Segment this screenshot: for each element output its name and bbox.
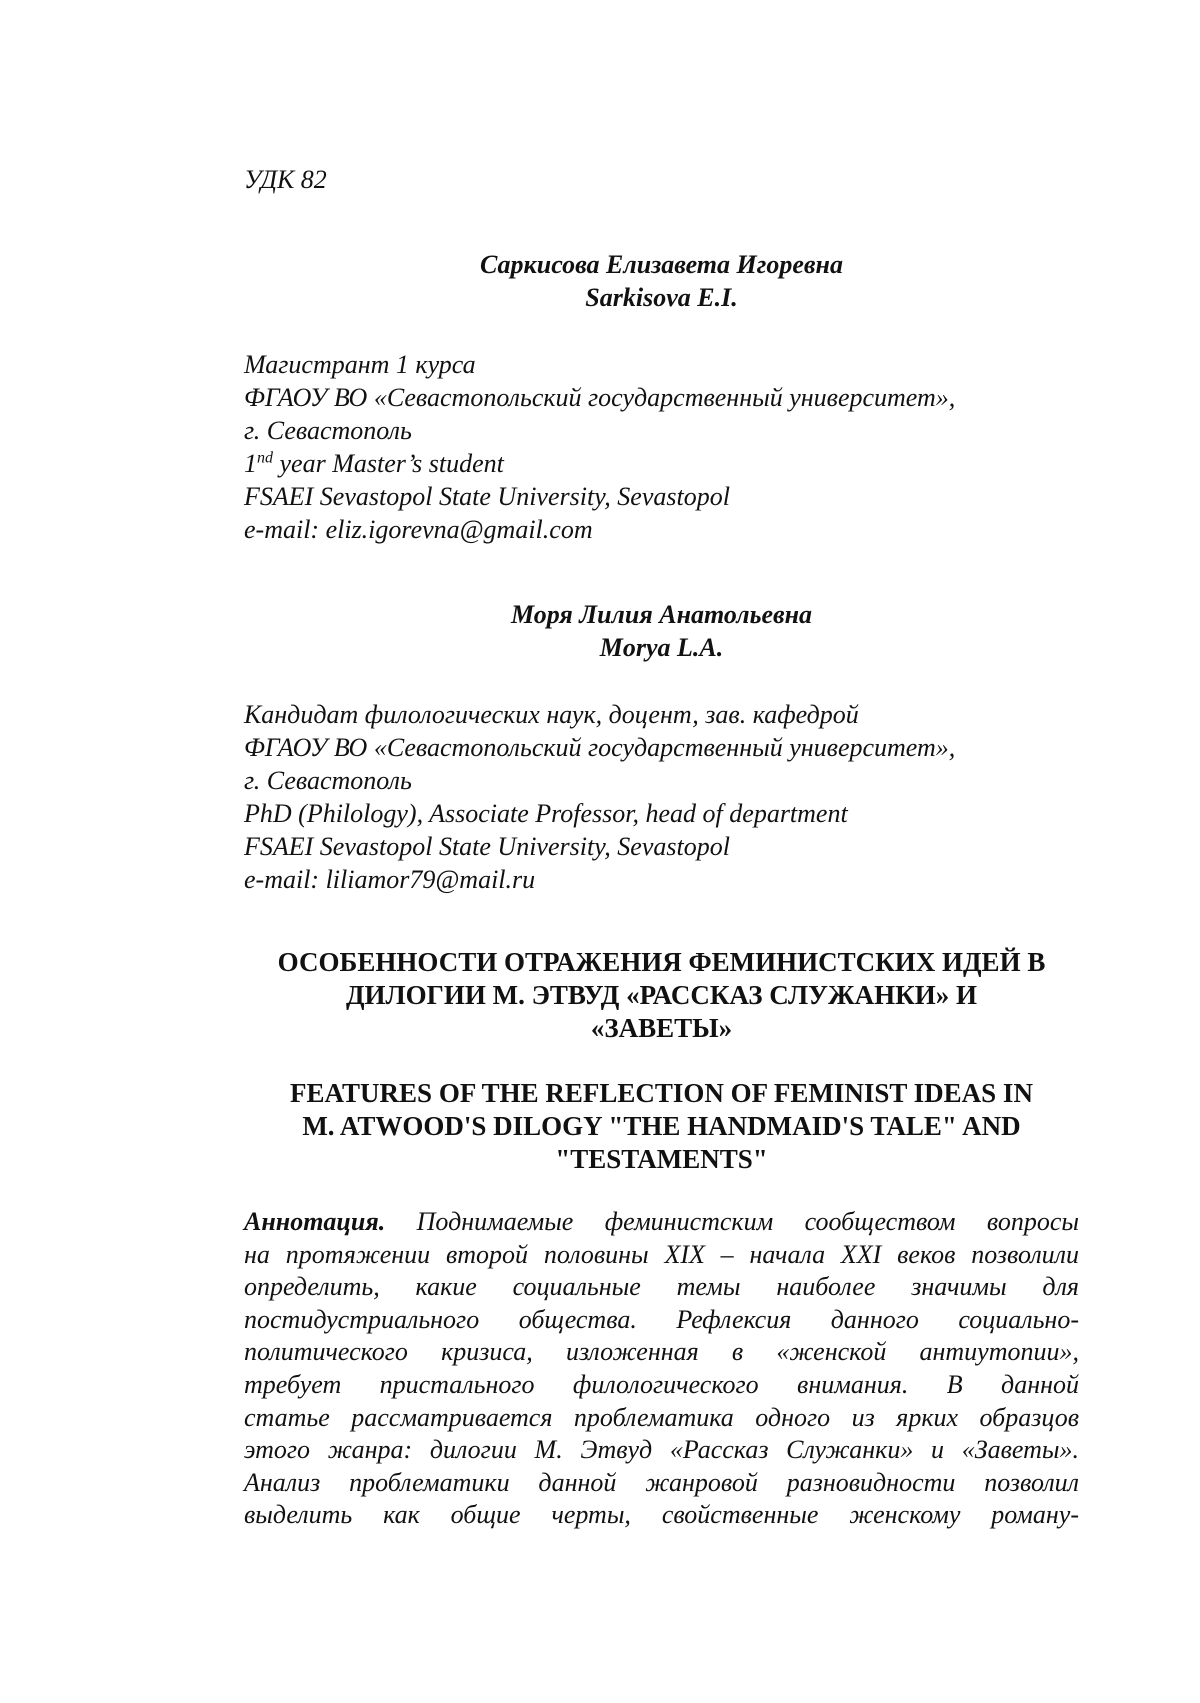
affiliation-line: Магистрант 1 курса bbox=[244, 350, 476, 379]
affiliation-line-year bbox=[244, 447, 1079, 480]
abstract-line: политического кризиса, изложенная в «женской антиутопии», bbox=[244, 1337, 1079, 1367]
article-title-ru bbox=[244, 946, 1079, 1045]
author-affiliation-1 bbox=[244, 348, 1079, 546]
title-line: "TESTAMENTS" bbox=[555, 1144, 768, 1174]
author-block-2 bbox=[244, 598, 1079, 664]
author-email: e-mail: eliz.igorevna@gmail.com bbox=[244, 515, 593, 544]
affiliation-line: PhD (Philology), Associate Professor, head of department bbox=[244, 799, 848, 828]
abstract-text: Поднимаемые феминистским сообществом вопросы bbox=[385, 1207, 1079, 1236]
author-block-1 bbox=[244, 248, 1079, 314]
affiliation-line: ФГАОУ ВО «Севастопольский государственный университет», bbox=[244, 733, 956, 762]
title-line: «ЗАВЕТЫ» bbox=[590, 1013, 733, 1043]
udk-code: УДК 82 bbox=[244, 165, 327, 194]
author-name-en: Sarkisova E.I. bbox=[585, 283, 738, 312]
abstract-line: выделить как общие черты, свойственные женскому роману- bbox=[244, 1500, 1079, 1530]
abstract-line: этого жанра: дилогии М. Этвуд «Рассказ Служанки» и «Заветы». bbox=[244, 1435, 1079, 1465]
year-ordinal-suffix: nd bbox=[257, 449, 273, 467]
author-name-ru: Моря Лилия Анатольевна bbox=[510, 600, 813, 629]
year-text: year Master’s student bbox=[273, 449, 504, 478]
affiliation-line: г. Севастополь bbox=[244, 416, 412, 445]
abstract-line bbox=[244, 1206, 1079, 1239]
author-email: e-mail: liliamor79@mail.ru bbox=[244, 865, 536, 894]
affiliation-line: ФГАОУ ВО «Севастопольский государственный университет», bbox=[244, 383, 956, 412]
title-line: M. ATWOOD'S DILOGY "THE HANDMAID'S TALE" AND bbox=[302, 1111, 1021, 1141]
abstract-line: определить, какие социальные темы наиболее значимы для bbox=[244, 1272, 1079, 1302]
title-line: ДИЛОГИИ М. ЭТВУД «РАССКАЗ СЛУЖАНКИ» И bbox=[345, 980, 978, 1010]
affiliation-line: FSAEI Sevastopol State University, Sevastopol bbox=[244, 832, 730, 861]
affiliation-line: г. Севастополь bbox=[244, 766, 412, 795]
affiliation-line: Кандидат филологических наук, доцент, зав. кафедрой bbox=[244, 700, 859, 729]
author-name-ru: Саркисова Елизавета Игоревна bbox=[480, 250, 843, 279]
author-name-en: Morya L.A. bbox=[599, 633, 724, 662]
abstract-line: на протяжении второй половины XIX – начала XXI веков позволили bbox=[244, 1239, 1079, 1269]
abstract-line: требует пристального филологического внимания. В данной bbox=[244, 1369, 1079, 1399]
abstract-line: Анализ проблематики данной жанровой разновидности позволил bbox=[244, 1467, 1079, 1497]
title-line: ОСОБЕННОСТИ ОТРАЖЕНИЯ ФЕМИНИСТСКИХ ИДЕЙ В bbox=[277, 947, 1046, 977]
title-line: FEATURES OF THE REFLECTION OF FEMINIST IDEAS IN bbox=[290, 1078, 1033, 1108]
affiliation-line: FSAEI Sevastopol State University, Sevastopol bbox=[244, 482, 730, 511]
abstract-paragraph bbox=[244, 1206, 1079, 1532]
year-number: 1 bbox=[244, 449, 257, 478]
abstract-label: Аннотация. bbox=[244, 1207, 386, 1236]
author-affiliation-2 bbox=[244, 698, 1079, 896]
article-title-en bbox=[244, 1077, 1079, 1176]
abstract-line: статье рассматривается проблематика одного из ярких образцов bbox=[244, 1402, 1079, 1432]
abstract-line: постидустриального общества. Рефлексия данного социально- bbox=[244, 1304, 1079, 1334]
